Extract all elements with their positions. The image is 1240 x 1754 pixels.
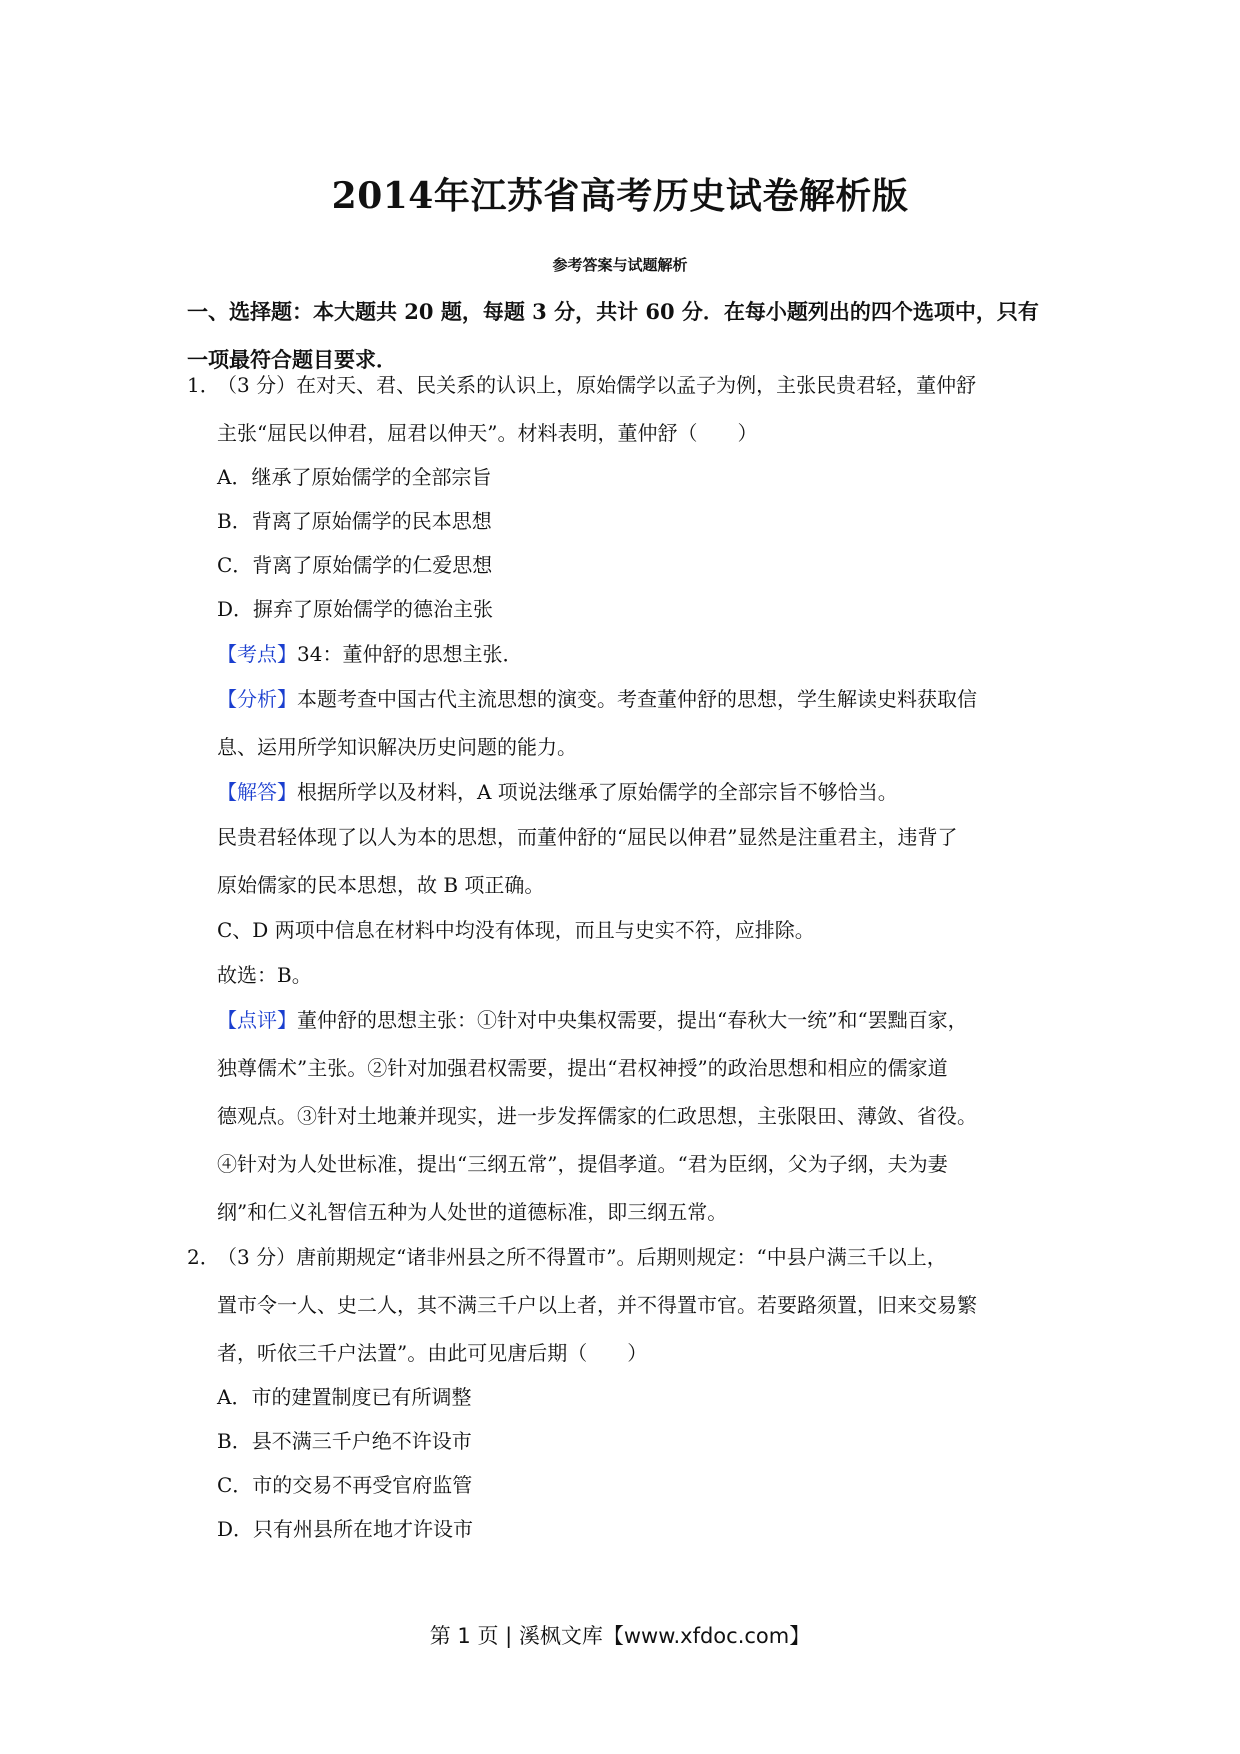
- jieda-tag: 【解答】: [217, 780, 297, 804]
- option-b: B．县不满三千户绝不许设市: [217, 1429, 472, 1453]
- fenxi-text: 本题考查中国古代主流思想的演变。考查董仲舒的思想，学生解读史料获取信: [297, 687, 977, 711]
- question-stem-line: （3 分）唐前期规定“诸非州县之所不得置市”。后期则规定：“中县户满三千以上，: [217, 1245, 947, 1269]
- section-heading-line-2: 一项最符合题目要求．: [187, 347, 397, 372]
- question-stem-line: 主张“屈民以伸君，屈君以伸天”。材料表明，董仲舒（ ）: [217, 421, 758, 445]
- question-stem: [187, 372, 1067, 398]
- jieda-text: 民贵君轻体现了以人为本的思想，而董仲舒的“屈民以伸君”显然是注重君主，违背了: [217, 825, 958, 849]
- question-number: 1．: [187, 373, 220, 397]
- option-c: C．背离了原始儒学的仁爱思想: [217, 553, 493, 577]
- question-stem-line: （3 分）在对天、君、民关系的认识上，原始儒学以孟子为例，主张民贵君轻，董仲舒: [217, 373, 977, 397]
- option-b: B．背离了原始儒学的民本思想: [217, 509, 492, 533]
- dianping-text: 纲”和仁义礼智信五种为人处世的道德标准，即三纲五常。: [217, 1200, 728, 1224]
- page-title: 2014年江苏省高考历史试卷解析版: [331, 175, 909, 217]
- page-subtitle: 参考答案与试题解析: [552, 256, 688, 274]
- fenxi-section: [187, 686, 1067, 712]
- question-1: [187, 372, 1067, 1225]
- jieda-section: [187, 779, 1067, 805]
- dianping-tag: 【点评】: [217, 1008, 297, 1032]
- question-stem-line: 置市令一人、史二人，其不满三千户以上者，并不得置市官。若要路须置，旧来交易繁: [217, 1293, 977, 1317]
- option-c: C．市的交易不再受官府监管: [217, 1473, 473, 1497]
- jieda-text: C、D 两项中信息在材料中均没有体现，而且与史实不符，应排除。: [217, 918, 815, 942]
- kaodian-section: [187, 641, 1067, 667]
- jieda-answer: 故选：B。: [217, 963, 312, 987]
- option-d: D．只有州县所在地才许设市: [217, 1517, 474, 1541]
- question-list: [187, 372, 1067, 1542]
- dianping-section: [187, 1007, 1067, 1033]
- page-footer: 第 1 页 | 溪枫文库【www.xfdoc.com】: [429, 1624, 811, 1648]
- question-2: [187, 1244, 1067, 1542]
- dianping-text: 董仲舒的思想主张：①针对中央集权需要，提出“春秋大一统”和“罢黜百家，: [297, 1008, 968, 1032]
- question-number: 2．: [187, 1245, 220, 1269]
- question-stem-line: 者，听依三千户法置”。由此可见唐后期（ ）: [217, 1341, 648, 1365]
- kaodian-tag: 【考点】: [217, 642, 297, 666]
- question-stem: [187, 1244, 1067, 1270]
- section-heading: [187, 288, 1057, 384]
- option-a: A．继承了原始儒学的全部宗旨: [217, 465, 492, 489]
- section-heading-line-1: 一、选择题：本大题共 20 题，每题 3 分，共计 60 分．在每小题列出的四个选项中，只有: [187, 299, 1039, 324]
- kaodian-text: 34：董仲舒的思想主张．: [297, 642, 523, 666]
- option-d: D．摒弃了原始儒学的德治主张: [217, 597, 494, 621]
- fenxi-tag: 【分析】: [217, 687, 297, 711]
- jieda-text: 根据所学以及材料，A 项说法继承了原始儒学的全部宗旨不够恰当。: [297, 780, 898, 804]
- jieda-text: 原始儒家的民本思想，故 B 项正确。: [217, 873, 545, 897]
- option-a: A．市的建置制度已有所调整: [217, 1385, 472, 1409]
- dianping-text: 独尊儒术”主张。②针对加强君权需要，提出“君权神授”的政治思想和相应的儒家道: [217, 1056, 948, 1080]
- dianping-text: ④针对为人处世标准，提出“三纲五常”，提倡孝道。“君为臣纲，父为子纲，夫为妻: [217, 1152, 948, 1176]
- dianping-text: 德观点。③针对土地兼并现实，进一步发挥儒家的仁政思想，主张限田、薄敛、省役。: [217, 1104, 977, 1128]
- fenxi-text: 息、运用所学知识解决历史问题的能力。: [217, 735, 577, 759]
